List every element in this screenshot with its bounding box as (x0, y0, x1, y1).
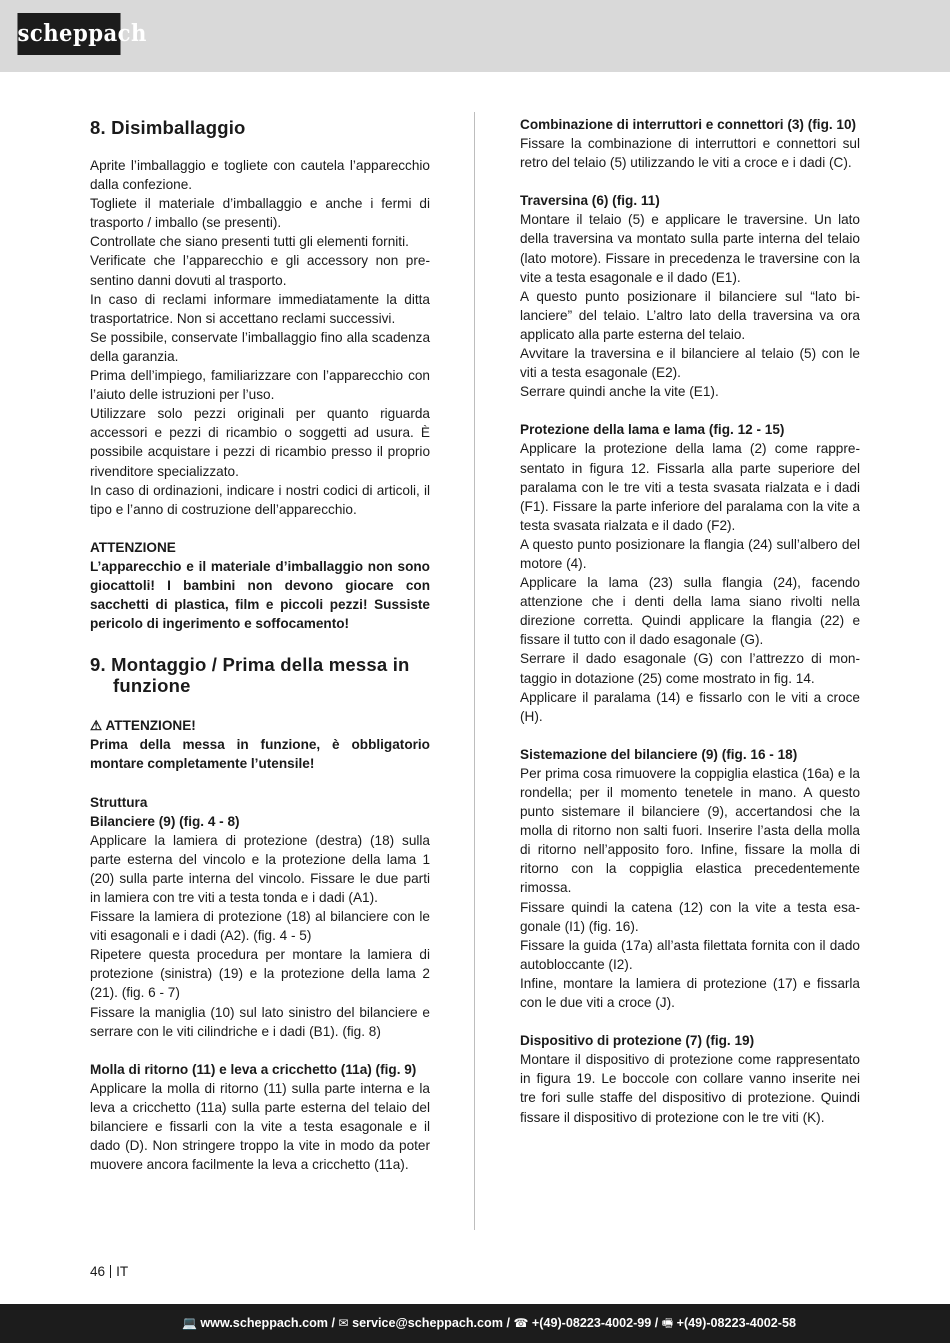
unpacking-paragraph: In caso di ordinazioni, indicare i nostri codici di articoli, il tipo e l’anno di costruzione dell’apparecchio. (90, 482, 430, 517)
language-code: IT (116, 1264, 129, 1279)
phone-icon: ☎ (513, 1316, 529, 1330)
phone-number: +(49)-08223-4002-99 / (531, 1316, 659, 1330)
structure-label: Struttura (90, 794, 148, 810)
page-number-block (90, 1264, 128, 1279)
right-column (520, 115, 860, 1127)
email-link[interactable]: service@scheppach.com / (352, 1316, 510, 1330)
rocker-paragraph: Fissare la lamiera di protezione (18) al bilanciere con le viti esagonali e i dadi (A2). (fig. 4 - 5) (90, 909, 430, 944)
fax-number: +(49)-08223-4002-58 (676, 1316, 796, 1330)
switch-paragraph: Fissare la combinazione di interruttori e connettori sul retro del telaio (5) utilizzando le viti a croce e i dadi (C). (520, 136, 860, 171)
section-8-title: 8. Disimballaggio (90, 117, 246, 138)
crossbar-paragraph: Montare il telaio (5) e applicare le traversine. Un lato della traversina va montato sulla parte interna del telaio (lato motore). Fissare in precedenza le traversine con la vite a testa esagonale e il dado (E1). (520, 212, 860, 285)
fax-icon: 🖷 (661, 1316, 674, 1330)
blade-heading: Protezione della lama e lama (fig. 12 - 15) (520, 422, 785, 438)
crossbar-heading: Traversina (6) (fig. 11) (520, 193, 660, 209)
page-header (0, 0, 950, 72)
unpacking-paragraph: Utilizzare solo pezzi originali per quanto riguarda accessori e pezzi di ricambio o soggetti ad usura. È possibile acquistare i pezzi di ricambio presso il proprio rivenditore specializzato. (90, 406, 430, 479)
unpacking-paragraph: Togliete il materiale d’imballaggio e anche i fermi di trasporto / imballo (se presenti). (90, 196, 430, 231)
arrange-paragraph: Fissare quindi la catena (12) con la vite a testa esagonale (I1) (fig. 16). (520, 899, 860, 934)
unpacking-paragraph: Aprite l’imballaggio e togliete con cautela l’apparecchio dalla confezione. (90, 158, 430, 193)
warning-label: ⚠ ATTENZIONE! (90, 718, 196, 734)
rocker-paragraph: Ripetere questa procedura per montare la lamiera di protezione (sinistra) (19) e la protezione della lama 2 (21). (fig. 6 - 7) (90, 947, 430, 1001)
guard-heading: Dispositivo di protezione (7) (fig. 19) (520, 1033, 755, 1049)
warning-text: Prima della messa in funzione, è obbligatorio montare completamente l’utensile! (90, 737, 430, 772)
blade-paragraph: A questo punto posizionare la flangia (24) sull’albero del motore (4). (520, 536, 860, 571)
attention-label: ATTENZIONE (90, 539, 176, 555)
blade-paragraph: Applicare la protezione della lama (2) come rappresentato in figura 12. Fissarla alla parte superiore del paralama con le tre viti a testa svasata rialzata e i dadi (F1). Fissare la parte inferiore del paralama con la vite a testa svasata rialzata e il dado (F2). (520, 441, 860, 533)
unpacking-paragraph: Se possibile, conservate l’imballaggio fino alla scadenza della garanzia. (90, 329, 430, 364)
email-icon: ✉ (338, 1316, 349, 1330)
crossbar-paragraph: Serrare quindi anche la vite (E1). (520, 384, 719, 400)
spring-paragraph: Applicare la molla di ritorno (11) sulla parte interna e la leva a cricchetto (11a) sulla parte esterna del telaio del bilanciere e fissarli con la vite a testa esagonale e il dado (D). Non stringere troppo la vite in modo da poter muovere ancora facilmente la leva a cricchetto (11a). (90, 1080, 430, 1173)
page-separator (110, 1265, 111, 1278)
unpacking-paragraph: Controllate che siano presenti tutti gli elementi forniti. (90, 234, 409, 250)
section-9-title: 9. Montaggio / Prima della messa in funzione (90, 654, 410, 697)
column-divider (474, 112, 475, 1230)
switch-heading: Combinazione di interruttori e connettori (3) (fig. 10) (520, 117, 857, 132)
unpacking-paragraph: Verificate che l’apparecchio e gli accessory non presentino danni dovuti al trasporto. (90, 253, 430, 288)
rocker-heading: Bilanciere (9) (fig. 4 - 8) (90, 813, 240, 829)
website-link[interactable]: www.scheppach.com / (200, 1316, 335, 1330)
arrange-paragraph: Fissare la guida (17a) all’asta filettata fornita con il dado autobloccante (I2). (520, 937, 860, 972)
arrange-paragraph: Per prima cosa rimuovere la coppiglia elastica (16a) e la rondella; per il momento tenetele in mano. A questo punto sistemare il bilanciere (9), accertandosi che la molla di ritorno non salti fuori. Inserire l’asta della molla di ritorno nell’apposito foro. Infine, fissare la molla di ritorno con la coppiglia elastica precedentemente rimossa. (520, 765, 860, 896)
left-column (90, 115, 430, 1174)
contact-bar (0, 1304, 950, 1343)
arrange-heading: Sistemazione del bilanciere (9) (fig. 16 - 18) (520, 746, 798, 762)
crossbar-paragraph: Avvitare la traversina e il bilanciere al telaio (5) con le viti a testa esagonale (E2). (520, 346, 860, 381)
blade-paragraph: Serrare il dado esagonale (G) con l’attrezzo di montaggio in dotazione (25) come mostrato in fig. 14. (520, 651, 860, 686)
blade-paragraph: Applicare il paralama (14) e fissarlo con le viti a croce (H). (520, 689, 860, 724)
computer-icon: 💻 (181, 1316, 197, 1330)
rocker-paragraph: Fissare la maniglia (10) sul lato sinistro del bilanciere e serrare con le viti cilindriche e i dadi (B1). (fig. 8) (90, 1004, 430, 1039)
rocker-paragraph: Applicare la lamiera di protezione (destra) (18) sulla parte esterna del vincolo e la protezione della lama 1 (20) sulla parte interna del vincolo. Fissare le due parti in lamiera con tre viti a testa tonda e i dadi (A1). (90, 832, 430, 905)
crossbar-paragraph: A questo punto posizionare il bilanciere sul “lato bilanciere” del telaio. L’altro lato della traversina va ora applicato alla parte esterna del telaio. (520, 288, 860, 342)
attention-text: L’apparecchio e il materiale d’imballaggio non sono giocattoli! I bambini non devono giocare con sacchetti di plastica, film e piccoli pezzi! Sussiste pericolo di ingerimento e soffocamento! (90, 558, 430, 632)
guard-paragraph: Montare il dispositivo di protezione come rappresentato in figura 19. Le boccole con collare vanno inserite nei tre fori sulle staffe del dispositivo di protezione. Quindi fissare il dispositivo di protezione con le tre viti (K). (520, 1052, 860, 1125)
arrange-paragraph: Infine, montare la lamiera di protezione (17) e fissarla con le due viti a croce (J). (520, 975, 860, 1011)
unpacking-paragraph: Prima dell’impiego, familiarizzare con l’apparecchio con l’aiuto delle istruzioni per l’uso. (90, 368, 430, 403)
spring-heading: Molla di ritorno (11) e leva a cricchetto (11a) (fig. 9) (90, 1061, 417, 1077)
unpacking-paragraph: In caso di reclami informare immediatamente la ditta trasportatrice. Non si accettano reclami successivi. (90, 291, 430, 326)
blade-paragraph: Applicare la lama (23) sulla flangia (24), facendo attenzione che i denti della lama siano rivolti nella direzione corretta. Quindi applicare la flangia (22) e fissare il tutto con il dado esagonale (G). (520, 575, 860, 648)
scheppach-logo: scheppach (17, 13, 120, 55)
page-number: 46 (90, 1264, 106, 1279)
